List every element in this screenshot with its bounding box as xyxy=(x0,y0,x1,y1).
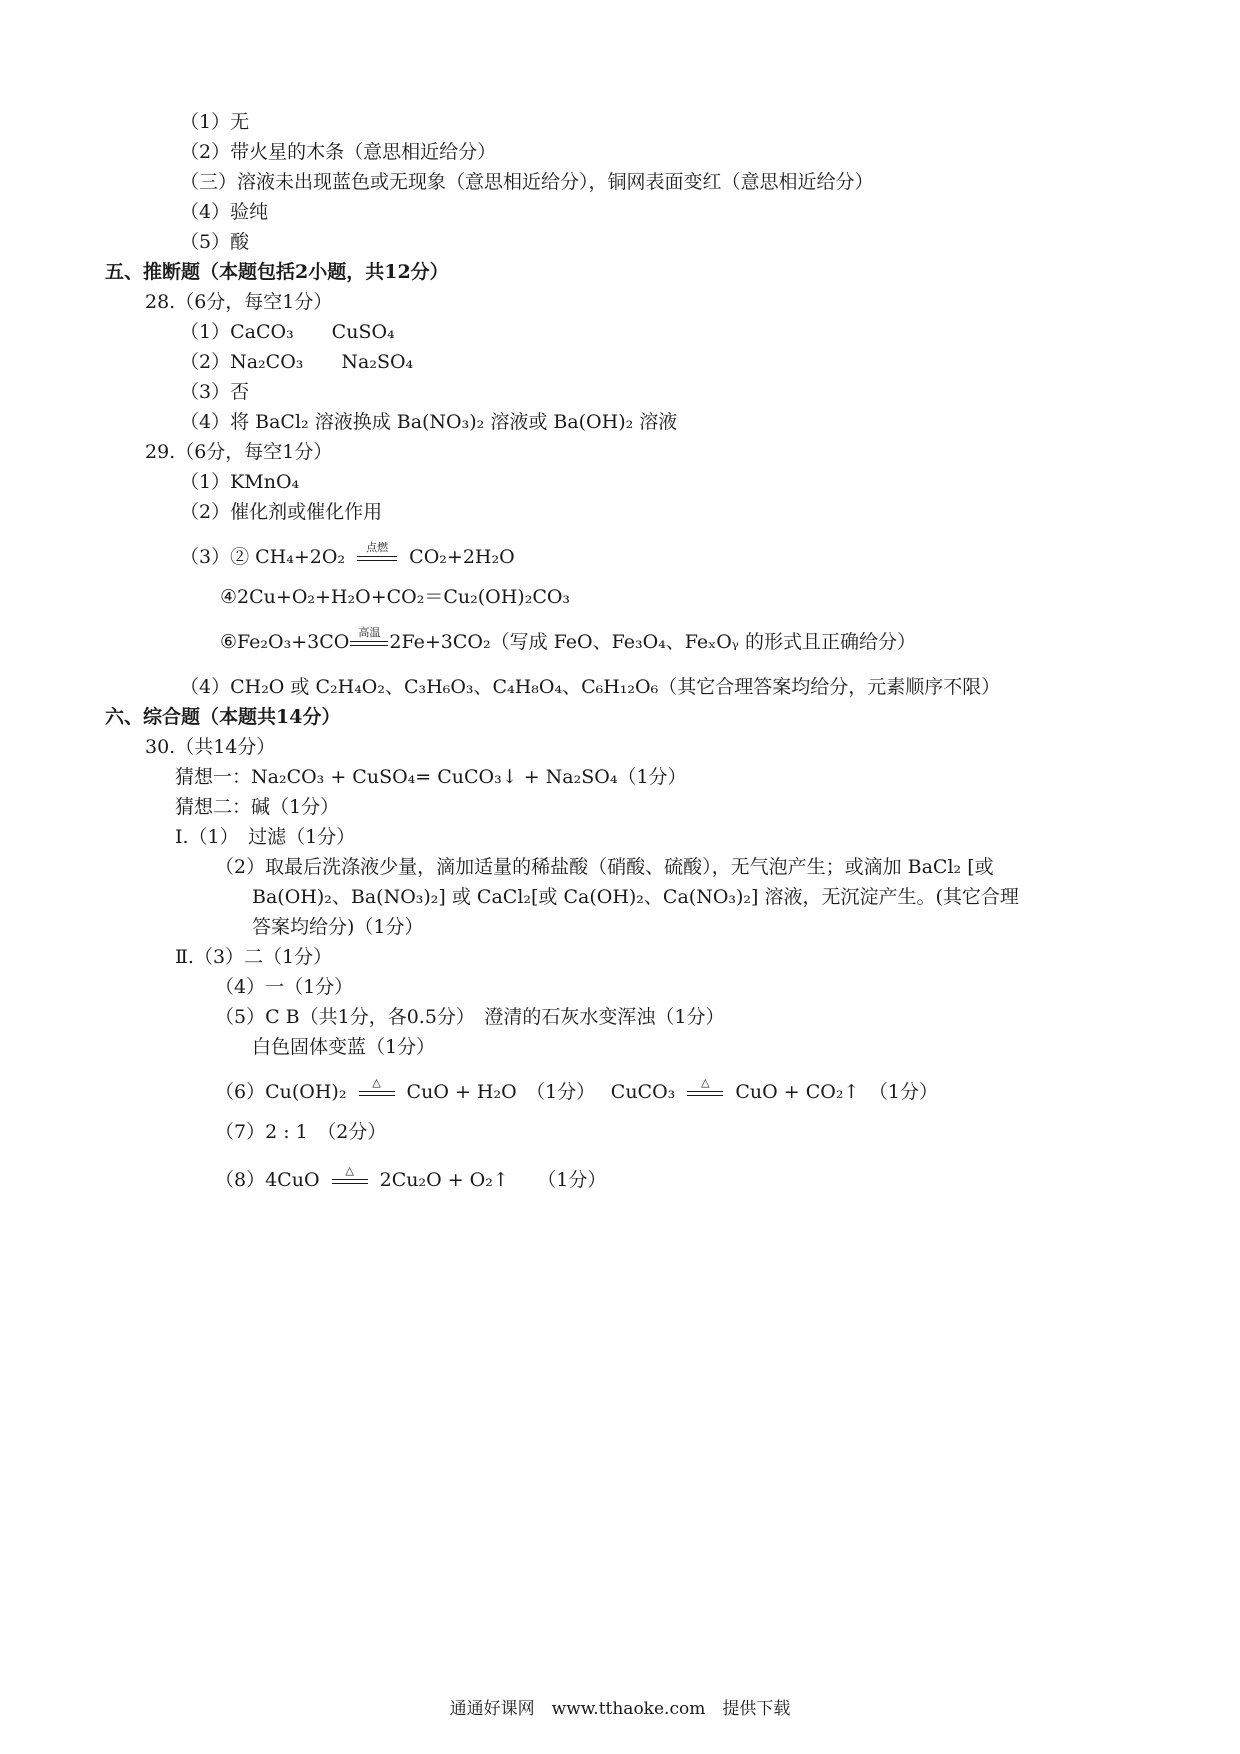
q28-item-3: （3）否 xyxy=(180,381,250,403)
s4-item-4: （4）验纯 xyxy=(180,201,269,223)
q29-item-3b: ④2Cu+O₂+H₂O+CO₂＝Cu₂(OH)₂CO₃ xyxy=(220,586,571,608)
q29-item-2: （2）催化剂或催化作用 xyxy=(180,501,383,523)
q30-item-6-products-2: CuO + CO₂↑ （1分） xyxy=(735,1081,938,1103)
q30-guess-1: 猜想一：Na₂CO₃ + CuSO₄= CuCO₃↓ + Na₂SO₄（1分） xyxy=(175,766,687,788)
q30-part2-item-7: （7）2 : 1 （2分） xyxy=(215,1121,387,1143)
page-footer: 通通好课网 www.tthaoke.com 提供下载 xyxy=(449,1699,791,1719)
double-bar xyxy=(332,1179,368,1184)
heat-symbol: △ xyxy=(345,1163,354,1177)
q29-item-3-products: CO₂+2H₂O xyxy=(409,546,515,568)
section-6-heading: 六、综合题（本题共14分） xyxy=(105,706,341,728)
q28-item-4: （4）将 BaCl₂ 溶液换成 Ba(NO₃)₂ 溶液或 Ba(OH)₂ 溶液 xyxy=(180,411,678,433)
s4-item-3: （三）溶液未出现蓝色或无现象（意思相近给分），铜网表面变红（意思相近给分） xyxy=(180,171,874,193)
q30-head: 30.（共14分） xyxy=(145,736,276,758)
reaction-arrow xyxy=(357,540,397,561)
q28-item-2: （2）Na₂CO₃ Na₂SO₄ xyxy=(180,351,414,373)
q29-item-3c-reactants: ⑥Fe₂O₃+3CO xyxy=(220,631,350,653)
q29-item-3-reactants: CH₄+2O₂ xyxy=(255,546,346,568)
q30-part2-item-3: Ⅱ.（3）二（1分） xyxy=(175,946,333,968)
reaction-arrow xyxy=(359,1075,395,1096)
q30-part2-item-6 xyxy=(215,1075,938,1104)
q29-head: 29.（6分，每空1分） xyxy=(145,441,333,463)
q30-part1-item-2-line-1: （2）取最后洗涤液少量，滴加适量的稀盐酸（硝酸、硫酸），无气泡产生；或滴加 BaCl₂ [或 xyxy=(215,856,994,878)
reaction-arrow xyxy=(687,1075,723,1096)
q30-part2-item-4: （4）一（1分） xyxy=(215,976,354,998)
q29-item-3c-products: 2Fe+3CO₂（写成 FeO、Fe₃O₄、FeₓOᵧ 的形式且正确给分） xyxy=(389,631,916,653)
q30-item-8-products: 2Cu₂O + O₂↑ （1分） xyxy=(379,1169,607,1191)
q30-part2-item-5b: 白色固体变蓝（1分） xyxy=(252,1036,436,1058)
section-5-heading: 五、推断题（本题包括2小题，共12分） xyxy=(105,261,449,283)
s4-item-2: （2）带火星的木条（意思相近给分） xyxy=(180,141,497,163)
q29-item-3-label: （3）② xyxy=(180,546,250,568)
reaction-condition: 高温 xyxy=(358,625,381,639)
q30-item-6-reactant-1: （6）Cu(OH)₂ xyxy=(215,1081,347,1103)
double-bar xyxy=(357,556,397,561)
reaction-arrow xyxy=(332,1163,368,1184)
heat-symbol: △ xyxy=(701,1075,710,1089)
reaction-arrow xyxy=(350,625,388,646)
q30-part1-item-2-line-3: 答案均给分)（1分） xyxy=(252,916,424,938)
q30-guess-2: 猜想二：碱（1分） xyxy=(175,796,340,818)
double-bar xyxy=(359,1091,395,1096)
q29-item-3-equation xyxy=(180,540,515,569)
q29-item-4: （4）CH₂O 或 C₂H₄O₂、C₃H₆O₃、C₄H₈O₄、C₆H₁₂O₆（其它合理答案均给分，元素顺序不限） xyxy=(180,676,1001,698)
q28-item-1: （1）CaCO₃ CuSO₄ xyxy=(180,321,395,343)
q30-item-6-products-1: CuO + H₂O （1分） CuCO₃ xyxy=(406,1081,676,1103)
q30-part1-item-1: Ⅰ.（1） 过滤（1分） xyxy=(175,826,356,848)
s4-item-5: （5）酸 xyxy=(180,231,250,253)
q30-part2-item-5: （5）C B（共1分，各0.5分） 澄清的石灰水变浑浊（1分） xyxy=(215,1006,725,1028)
double-bar xyxy=(687,1091,723,1096)
q30-part2-item-8 xyxy=(215,1163,607,1192)
heat-symbol: △ xyxy=(372,1075,381,1089)
double-bar xyxy=(350,641,388,646)
q28-head: 28.（6分，每空1分） xyxy=(145,291,333,313)
reaction-condition: 点燃 xyxy=(366,540,389,554)
q30-part1-item-2-line-2: Ba(OH)₂、Ba(NO₃)₂] 或 CaCl₂[或 Ca(OH)₂、Ca(NO₃)₂] 溶液，无沉淀产生。(其它合理 xyxy=(252,886,1019,908)
s4-item-1: （1）无 xyxy=(180,111,250,133)
q30-item-8-reactant: （8）4CuO xyxy=(215,1169,320,1191)
q29-item-3c-equation xyxy=(220,625,916,654)
q29-item-1: （1）KMnO₄ xyxy=(180,471,300,493)
